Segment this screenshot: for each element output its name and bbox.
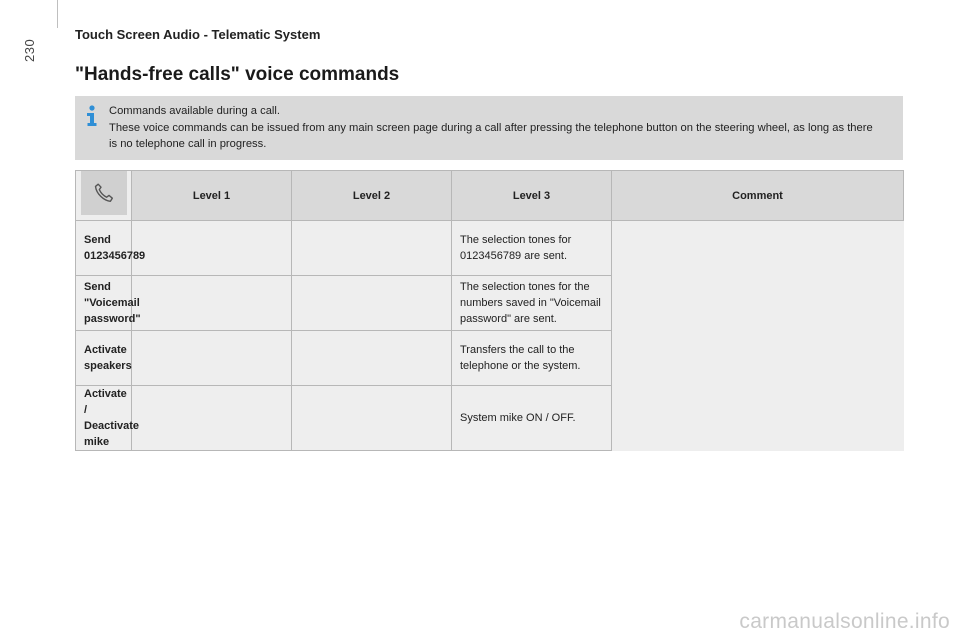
info-text [109, 103, 883, 153]
col-header-level3: Level 3 [452, 171, 612, 221]
info-line-2: These voice commands can be issued from any main screen page during a call after pressing the telephone button on the steering wheel, as long as there is no telephone call in progress. [109, 121, 873, 150]
phone-icon [92, 181, 116, 205]
phone-icon-cell [76, 171, 132, 221]
cell-level3 [292, 276, 452, 331]
cell-level3 [292, 221, 452, 276]
cell-comment: The selection tones for the numbers saved in "Voicemail password" are sent. [452, 276, 612, 331]
cell-level1: Send "Voicemail password" [76, 276, 132, 331]
table-row [76, 331, 904, 386]
cell-level2 [132, 276, 292, 331]
cell-comment: Transfers the call to the telephone or the system. [452, 331, 612, 386]
info-icon [85, 105, 99, 127]
table-header-row [76, 171, 904, 221]
cell-level2 [132, 221, 292, 276]
col-header-level2: Level 2 [292, 171, 452, 221]
cell-level1: Activate speakers [76, 331, 132, 386]
cell-comment: The selection tones for 0123456789 are sent. [452, 221, 612, 276]
section-header: Touch Screen Audio - Telematic System [75, 27, 321, 42]
phone-tile [81, 171, 127, 215]
col-header-level1: Level 1 [132, 171, 292, 221]
table-row [76, 386, 904, 451]
cell-level2 [132, 386, 292, 451]
cell-level1: Activate / Deactivate mike [76, 386, 132, 451]
page-number: 230 [22, 38, 37, 62]
page-title: "Hands-free calls" voice commands [75, 64, 400, 85]
info-line-1: Commands available during a call. [109, 105, 281, 117]
info-box [75, 96, 903, 160]
table-row [76, 276, 904, 331]
cell-level3 [292, 331, 452, 386]
cell-comment: System mike ON / OFF. [452, 386, 612, 451]
voice-commands-table [75, 170, 904, 451]
side-rule [57, 0, 58, 28]
table-row [76, 221, 904, 276]
cell-level3 [292, 386, 452, 451]
cell-level1: Send 0123456789 [76, 221, 132, 276]
cell-level2 [132, 331, 292, 386]
col-header-comment: Comment [612, 171, 904, 221]
watermark: carmanualsonline.info [739, 610, 950, 633]
